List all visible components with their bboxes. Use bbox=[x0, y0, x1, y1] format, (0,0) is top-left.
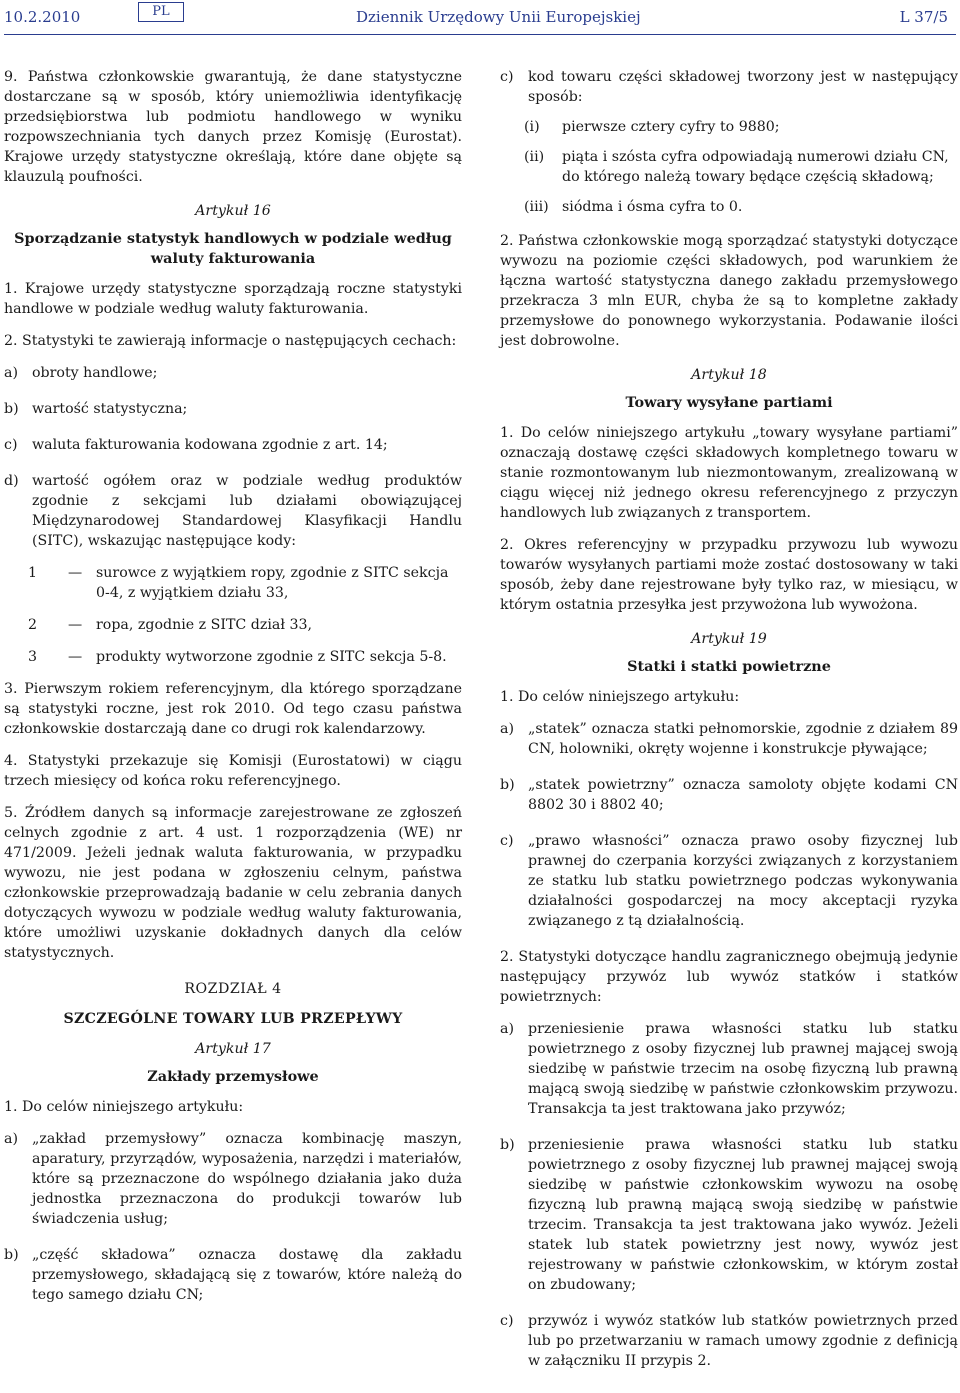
art19-2-item-b bbox=[500, 1135, 958, 1295]
code-item-3 bbox=[28, 647, 462, 667]
item-label: (i) bbox=[524, 119, 540, 135]
code-label: 3 bbox=[28, 649, 38, 665]
art16-paragraph-3: 3. Pierwszym rokiem referencyjnym, dla którego sporządzane są statystyki roczne, jest rok 2010. Od tego czasu państwa członkowskie dostarczają dane co drugi rok kalendarzowy. bbox=[4, 681, 462, 737]
header-date: 10.2.2010 bbox=[4, 8, 81, 26]
item-label: c) bbox=[500, 833, 514, 849]
item-text: obroty handlowe; bbox=[32, 365, 158, 381]
item-text: przeniesienie prawa własności statku lub statku powietrznego z osoby fizycznej lub prawnej mającej swoją siedzibę w państwie trzecim na osobę fizyczną lub prawną mającą swoją siedzibę w państwie członkowskim przywozu. Transakcja ta jest traktowana jako przywóz; bbox=[528, 1021, 958, 1117]
item-label: b) bbox=[4, 1247, 19, 1263]
item-text: waluta fakturowania kodowana zgodnie z art. 14; bbox=[32, 437, 388, 453]
code-item-1 bbox=[28, 563, 462, 603]
code-item-2 bbox=[28, 615, 462, 635]
art18-paragraph-2: 2. Okres referencyjny w przypadku przywozu lub wywozu towarów wysyłanych partiami może zostać dostosowany w taki sposób, żeby dane rejestrowane były tylko raz, w miesiącu, w którym ostatnia przesyłka jest przywożona lub wywożona. bbox=[500, 537, 958, 613]
item-label: b) bbox=[4, 401, 19, 417]
art17-paragraph-1: 1. Do celów niniejszego artykułu: bbox=[4, 1099, 244, 1115]
code-part-ii bbox=[524, 147, 958, 187]
article-19-title: Statki i statki powietrzne bbox=[627, 658, 831, 675]
art18-paragraph-1: 1. Do celów niniejszego artykułu „towary wysyłane partiami” oznaczają dostawę części składowych kompletnego towaru w stanie rozmontowanym lub niezmontowanym, zrealizowaną w ciągu więcej niż jednego okresu referencyjnego z przyczyn handlowych lub związanych z transportem. bbox=[500, 425, 958, 521]
art17-item-a bbox=[4, 1129, 462, 1229]
item-label: c) bbox=[4, 437, 18, 453]
item-text: wartość statystyczna; bbox=[32, 401, 188, 417]
item-text: „prawo własności” oznacza prawo osoby fizycznej lub prawnej do czerpania korzyści związanych z korzystaniem ze statku lub statku powietrznego podczas wykonywania działalności gospodarczej na mocy akceptacji ryzyka związanego z tą działalnością. bbox=[528, 833, 958, 929]
code-text: surowce z wyjątkiem ropy, zgodnie z SITC sekcja 0-4, z wyjątkiem działu 33, bbox=[96, 565, 449, 601]
art17-paragraph-2: 2. Państwa członkowskie mogą sporządzać statystyki dotyczące wywozu na poziomie części składowych, pod warunkiem że łączna wartość statystyczna danego zakładu przemysłowego przekracza 3 mln EUR, chyba że są to kompletne zakłady przemysłowe do ponownego wykorzystania. Podawanie ilości jest dobrowolne. bbox=[500, 233, 958, 349]
item-text: „zakład przemysłowy” oznacza kombinację maszyn, aparatury, przyrządów, wyposażenia, narzędzi i materiałów, które są przeznaczone do wspólnego działania jako duża jednostka przeznaczona do produkcji towarów lub świadczenia usług; bbox=[32, 1131, 462, 1227]
art19-item-b bbox=[500, 775, 958, 815]
header-journal-title: Dziennik Urzędowy Unii Europejskiej bbox=[356, 8, 641, 26]
item-text: wartość ogółem oraz w podziale według produktów zgodnie z sekcjami lub działami obowiązującej Międzynarodowej Standardowej Klasyfikacji Handlu (SITC), wskazując następujące kody: bbox=[32, 473, 462, 549]
art17-item-b bbox=[4, 1245, 462, 1305]
code-text: produkty wytworzone zgodnie z SITC sekcja 5-8. bbox=[96, 649, 447, 665]
art16-paragraph-5: 5. Źródłem danych są informacje zarejestrowane ze zgłoszeń celnych zgodnie z art. 4 ust. 1 rozporządzenia (WE) nr 471/2009. Jeżeli jednak waluta fakturowania, w przypadku wywozu, nie jest podana w zgłoszeniu celnym, państwa członkowskie przeprowadzają badanie w celu zebrania danych dotyczących wywozu w podziale według waluty fakturowania, które umożliwi uzyskanie dokładnych danych dla celów statystycznych. bbox=[4, 805, 462, 961]
item-label: a) bbox=[500, 721, 514, 737]
art16-item-d bbox=[4, 471, 462, 551]
code-label: 1 bbox=[28, 565, 38, 581]
header-page-number: L 37/5 bbox=[899, 8, 948, 26]
code-part-iii bbox=[524, 197, 958, 217]
left-column bbox=[4, 67, 462, 1321]
code-label: 2 bbox=[28, 617, 38, 633]
chapter-title: SZCZEGÓLNE TOWARY LUB PRZEPŁYWY bbox=[63, 1011, 403, 1027]
page-header bbox=[0, 0, 960, 38]
item-text: pierwsze cztery cyfry to 9880; bbox=[562, 119, 780, 135]
item-label: a) bbox=[500, 1021, 514, 1037]
item-text: „statek powietrzny” oznacza samoloty objęte kodami CN 8802 30 i 8802 40; bbox=[528, 777, 958, 813]
item-label: c) bbox=[500, 1313, 514, 1329]
art16-item-b bbox=[4, 399, 462, 419]
article-18-heading: Artykuł 18 bbox=[691, 367, 767, 383]
art16-paragraph-2: 2. Statystyki te zawierają informacje o następujących cechach: bbox=[4, 333, 457, 349]
header-language-box: PL bbox=[138, 2, 184, 22]
item-label: a) bbox=[4, 1131, 18, 1147]
item-label: b) bbox=[500, 777, 515, 793]
article-19-heading: Artykuł 19 bbox=[691, 631, 767, 647]
art19-2-item-c bbox=[500, 1311, 958, 1371]
art19-item-a bbox=[500, 719, 958, 759]
dash: — bbox=[68, 565, 83, 581]
code-part-i bbox=[524, 117, 958, 137]
article-17-title: Zakłady przemysłowe bbox=[147, 1068, 319, 1085]
dash: — bbox=[68, 617, 83, 633]
art16-item-c bbox=[4, 435, 462, 455]
paragraph-9: 9. Państwa członkowskie gwarantują, że dane statystyczne dostarczane są w sposób, który uniemożliwia identyfikację przedsiębiorstwa lub podmiotu handlowego w wyniku rozpowszechniania tych danych przez Komisję (Eurostat). Krajowe urzędy statystyczne określają, które dane objęte są klauzulą poufności. bbox=[4, 69, 462, 185]
art19-2-item-a bbox=[500, 1019, 958, 1119]
item-text: siódma i ósma cyfra to 0. bbox=[562, 199, 743, 215]
article-17-heading: Artykuł 17 bbox=[195, 1041, 271, 1057]
art19-item-c bbox=[500, 831, 958, 931]
article-16-heading: Artykuł 16 bbox=[195, 203, 271, 219]
item-text: kod towaru części składowej tworzony jest w następujący sposób: bbox=[528, 69, 958, 105]
dash: — bbox=[68, 649, 83, 665]
item-text: „część składowa” oznacza dostawę dla zakładu przemysłowego, składającą się z towarów, które należą do tego samego działu CN; bbox=[32, 1247, 462, 1303]
item-label: d) bbox=[4, 473, 19, 489]
art19-paragraph-1: 1. Do celów niniejszego artykułu: bbox=[500, 689, 740, 705]
item-label: (ii) bbox=[524, 149, 545, 165]
art16-paragraph-4: 4. Statystyki przekazuje się Komisji (Eurostatowi) w ciągu trzech miesięcy od końca roku referencyjnego. bbox=[4, 753, 462, 789]
item-text: przywóz i wywóz statków lub statków powietrznych przed lub po przetwarzaniu w ramach umowy zgodnie z definicją w załączniku II przypis 2. bbox=[528, 1313, 958, 1369]
item-label: c) bbox=[500, 69, 514, 85]
art16-paragraph-1: 1. Krajowe urzędy statystyczne sporządzają roczne statystyki handlowe w podziale według waluty fakturowania. bbox=[4, 281, 462, 317]
item-text: piąta i szósta cyfra odpowiadają numerowi działu CN, do którego należą towary będące częścią składową; bbox=[562, 149, 949, 185]
art17-item-c bbox=[500, 67, 958, 107]
art19-paragraph-2: 2. Statystyki dotyczące handlu zagranicznego obejmują jedynie następujący przywóz lub wywóz statków i statków powietrznych: bbox=[500, 949, 958, 1005]
item-label: (iii) bbox=[524, 199, 549, 215]
article-18-title: Towary wysyłane partiami bbox=[625, 394, 833, 411]
item-text: przeniesienie prawa własności statku lub statku powietrznego z osoby fizycznej lub prawnej mającej swoją siedzibę w państwie członkowskim wywozu na osobę fizyczną lub prawną mającą swoją siedzibę w państwie trzecim. Transakcja ta jest traktowana jako wywóz. Jeżeli statek lub statek powietrzny jest nowy, wywóz jest rejestrowany w państwie członkowskim, w którym został on zbudowany; bbox=[528, 1137, 958, 1293]
item-label: a) bbox=[4, 365, 18, 381]
item-text: „statek” oznacza statki pełnomorskie, zgodnie z działem 89 CN, holowniki, okręty wojenne i konstrukcje pływające; bbox=[528, 721, 958, 757]
code-text: ropa, zgodnie z SITC dział 33, bbox=[96, 617, 313, 633]
right-column bbox=[500, 67, 958, 1387]
art16-item-a bbox=[4, 363, 462, 383]
header-rule bbox=[4, 34, 956, 35]
chapter-heading: ROZDZIAŁ 4 bbox=[184, 981, 282, 997]
article-16-title: Sporządzanie statystyk handlowych w podziale według waluty fakturowania bbox=[14, 230, 452, 267]
item-label: b) bbox=[500, 1137, 515, 1153]
